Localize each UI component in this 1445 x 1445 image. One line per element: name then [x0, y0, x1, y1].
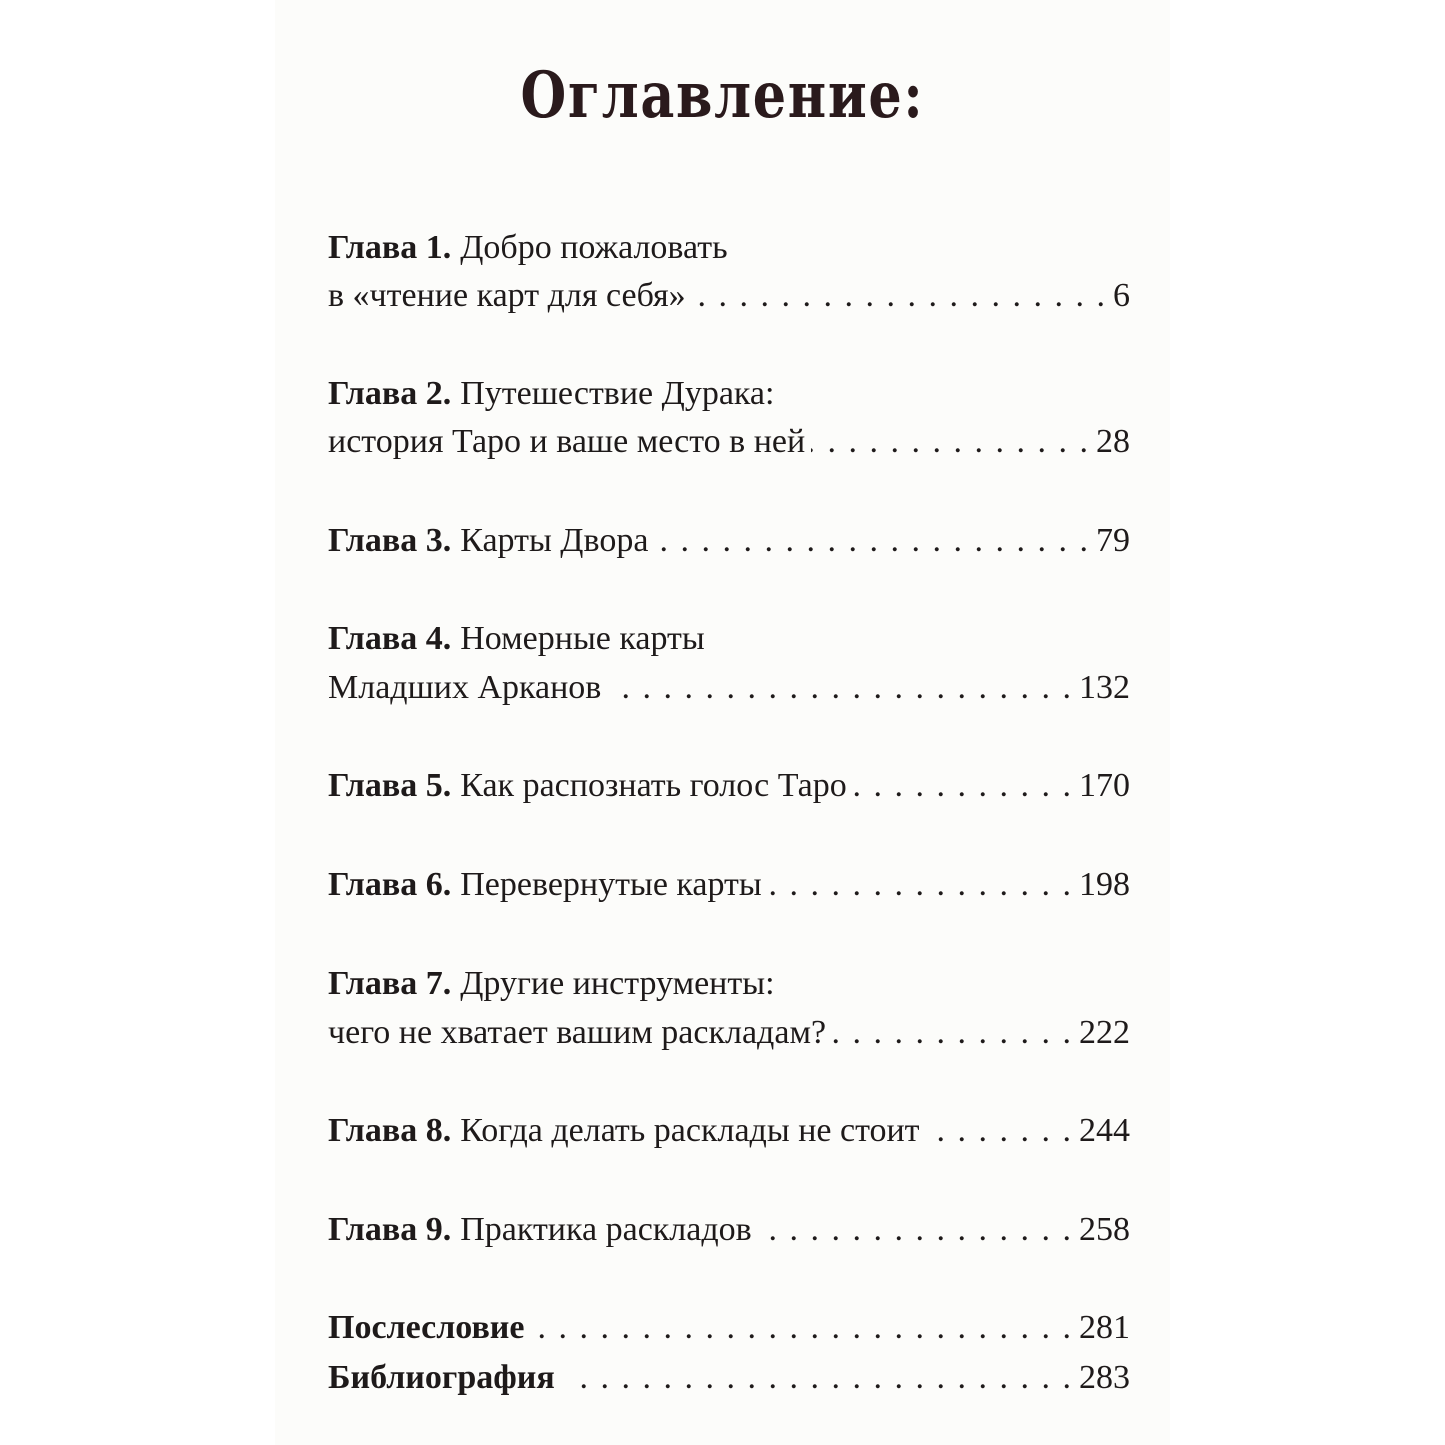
- toc-entry-label: Глава 7.: [328, 965, 452, 1002]
- toc-page-number: 132: [1079, 669, 1130, 706]
- toc-entry-title: Добро пожаловать: [460, 229, 728, 266]
- page-title: Оглавление:: [520, 58, 925, 133]
- toc-entry-title: Карты Двора: [460, 522, 649, 559]
- dot-leader: [539, 1308, 1073, 1348]
- toc-entry-line: [328, 668, 1130, 708]
- toc-page-number: 28: [1096, 423, 1130, 460]
- toc-entry-line: [328, 1210, 1130, 1250]
- dot-leader: [768, 865, 1073, 905]
- toc-entry-label: Глава 5.: [328, 767, 452, 804]
- toc-entry-title: Перевернутые карты: [460, 866, 762, 903]
- toc-page-number: 283: [1079, 1359, 1130, 1396]
- toc-entry-line: [328, 766, 1130, 806]
- dot-leader: [692, 276, 1107, 316]
- toc-entry-line: [328, 1111, 1130, 1151]
- toc-page-number: 6: [1113, 277, 1130, 314]
- dot-leader: [758, 1210, 1073, 1250]
- toc-entry-label: Глава 4.: [328, 620, 452, 657]
- toc-entry-line: [328, 865, 1130, 905]
- toc-entry-title: Когда делать расклады не стоит: [460, 1112, 920, 1149]
- dot-leader: [654, 521, 1090, 561]
- toc-entry-label: Глава 9.: [328, 1211, 452, 1248]
- toc-entry-label: Глава 2.: [328, 375, 452, 412]
- toc-entry-title: Путешествие Дурака:: [460, 375, 775, 412]
- toc-entry-line: [328, 276, 1130, 316]
- toc-entry-label: Глава 6.: [328, 866, 452, 903]
- toc-page-number: 170: [1079, 767, 1130, 804]
- toc-page-number: 198: [1079, 866, 1130, 903]
- toc-page-number: 244: [1079, 1112, 1130, 1149]
- toc-entry-label: Глава 1.: [328, 229, 452, 266]
- dot-leader: [832, 1013, 1073, 1053]
- toc-entry-line: [328, 1358, 1130, 1398]
- toc-page-number: 79: [1096, 522, 1130, 559]
- toc-entry-label: Глава 3.: [328, 522, 452, 559]
- toc-entry-line: [328, 1308, 1130, 1348]
- toc-entry-line: [328, 521, 1130, 561]
- toc-entry-line: [328, 422, 1130, 462]
- toc-entry-title: Младших Арканов: [328, 669, 602, 706]
- toc-entry-title: Номерные карты: [460, 620, 705, 657]
- toc-page-number: 258: [1079, 1211, 1130, 1248]
- toc-entry-title: Практика раскладов: [460, 1211, 752, 1248]
- toc-entry-label: Библиография: [328, 1359, 555, 1396]
- dot-leader: [926, 1111, 1073, 1151]
- toc-page-number: 222: [1079, 1014, 1130, 1051]
- toc-entry-line: [328, 1013, 1130, 1053]
- toc-entry-label: Глава 8.: [328, 1112, 452, 1149]
- toc-entry-title: в «чтение карт для себя»: [328, 277, 686, 314]
- toc-entry-title: Другие инструменты:: [460, 965, 775, 1002]
- toc-entry-title: чего не хватает вашим раскладам?: [328, 1014, 827, 1051]
- toc-entry-label: Послесловие: [328, 1309, 525, 1346]
- toc-entry-line: [328, 964, 1130, 1004]
- dot-leader: [607, 668, 1073, 708]
- toc-entry-title: история Таро и ваше место в ней: [328, 423, 806, 460]
- toc-page-number: 281: [1079, 1309, 1130, 1346]
- toc-entry-line: [328, 228, 1130, 268]
- toc-entry-title: Как распознать голос Таро: [460, 767, 847, 804]
- dot-leader: [570, 1358, 1073, 1398]
- toc-entry-line: [328, 374, 1130, 414]
- toc-entry-line: [328, 619, 1130, 659]
- dot-leader: [853, 766, 1073, 806]
- dot-leader: [811, 422, 1090, 462]
